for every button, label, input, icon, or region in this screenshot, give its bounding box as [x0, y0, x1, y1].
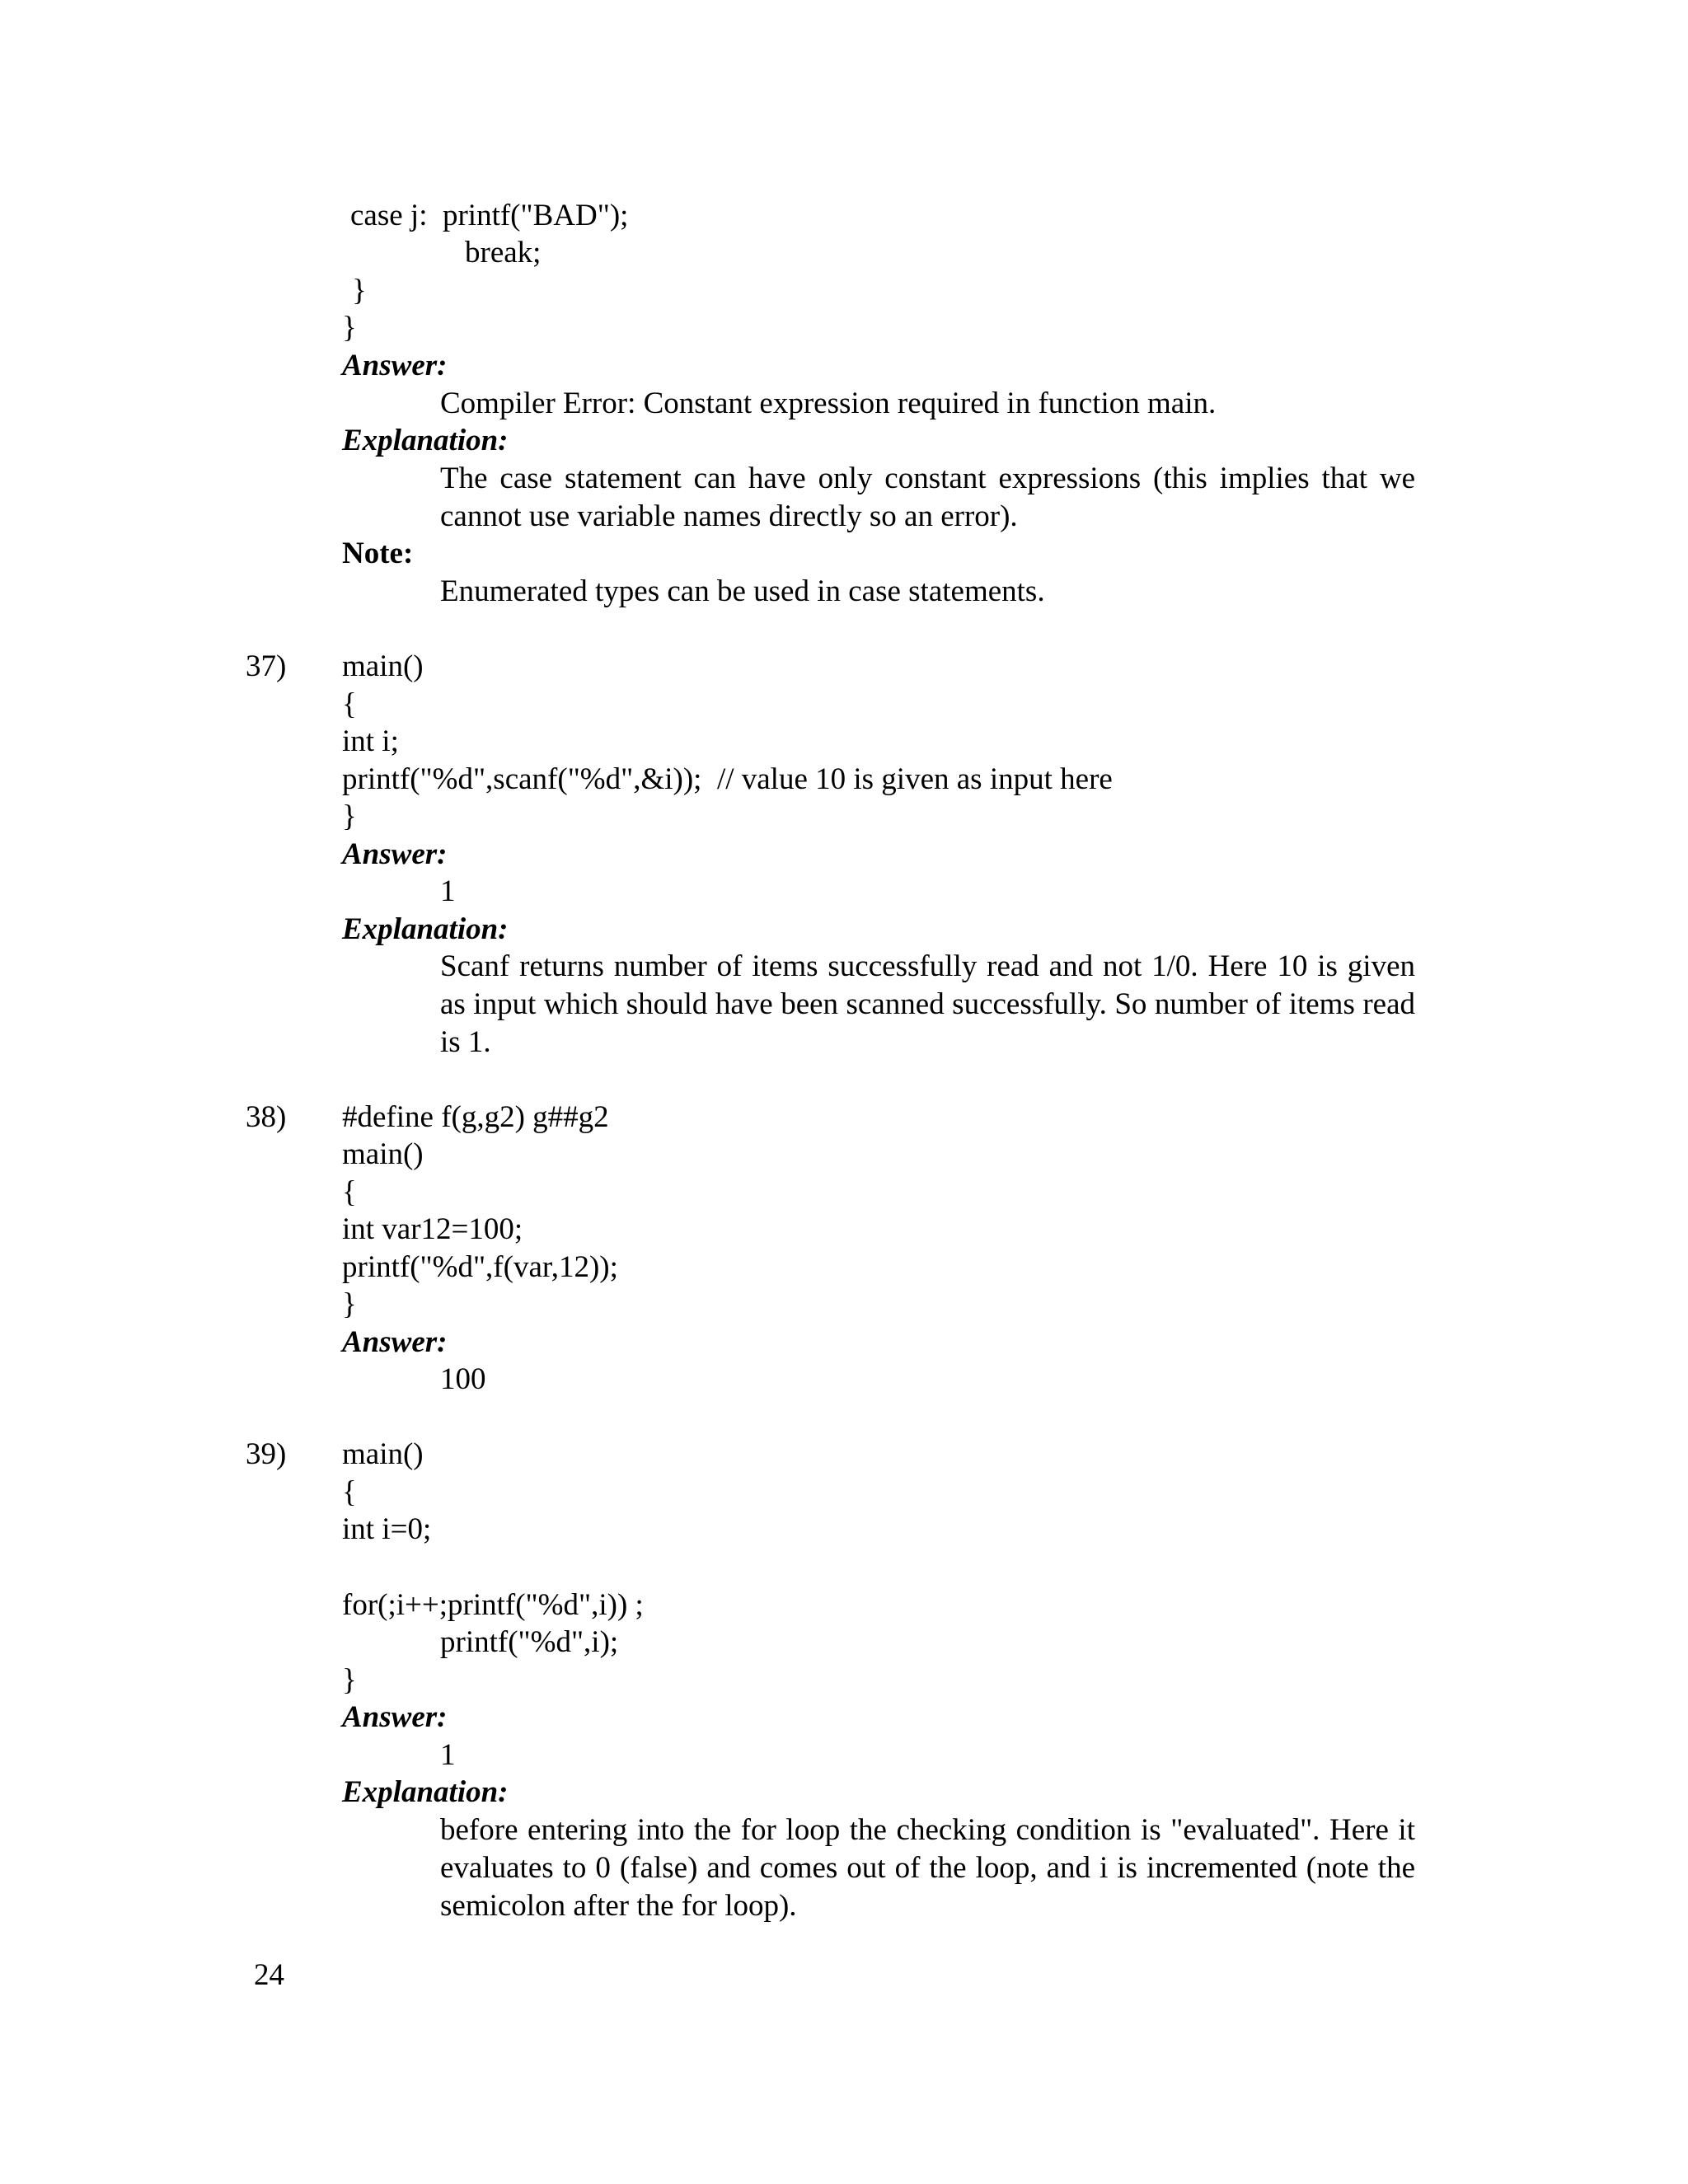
- code-line: break;: [465, 236, 542, 269]
- explanation-heading: Explanation:: [342, 1775, 509, 1809]
- question-number: 39): [246, 1437, 287, 1471]
- answer-text: Compiler Error: Constant expression required in function main.: [440, 387, 1217, 420]
- code-line: }: [342, 799, 357, 833]
- code-line: {: [342, 1175, 357, 1209]
- question-number: 37): [246, 649, 287, 683]
- page-number: 24: [254, 1958, 284, 1992]
- code-line: {: [342, 687, 357, 721]
- code-line: }: [352, 274, 367, 307]
- note-text: Enumerated types can be used in case statements.: [440, 574, 1045, 608]
- code-line: int var12=100;: [342, 1212, 523, 1246]
- explanation-heading: Explanation:: [342, 912, 509, 946]
- question-number: 38): [246, 1100, 287, 1134]
- answer-text: 1: [440, 1738, 456, 1772]
- code-line: {: [342, 1475, 357, 1509]
- answer-heading: Answer:: [342, 1700, 448, 1734]
- code-line: }: [342, 1663, 357, 1697]
- code-line: printf("%d",scanf("%d",&i)); // value 10 is given as input here: [342, 762, 1113, 796]
- code-line: }: [342, 311, 357, 344]
- answer-text: 100: [440, 1362, 486, 1396]
- code-line: int i=0;: [342, 1512, 432, 1546]
- answer-heading: Answer:: [342, 1325, 448, 1359]
- explanation-text: Scanf returns number of items successfully read and not 1/0. Here 10 is given as input which should have been scanned successfully. So number of items read is 1.: [440, 949, 1415, 1059]
- explanation-text: before entering into the for loop the checking condition is "evaluated". Here it evaluates to 0 (false) and comes out of the loop, and i is incremented (note the semicolon after the for loop).: [440, 1813, 1415, 1923]
- answer-heading: Answer:: [342, 837, 448, 871]
- answer-text: 1: [440, 874, 456, 908]
- code-line: main(): [342, 1137, 424, 1171]
- code-line: }: [342, 1287, 357, 1321]
- note-heading: Note:: [342, 537, 414, 570]
- code-line: printf("%d",i);: [440, 1625, 619, 1659]
- code-line: #define f(g,g2) g##g2: [342, 1100, 609, 1134]
- explanation-text: The case statement can have only constant expressions (this implies that we cannot use variable names directly so an error).: [440, 462, 1415, 533]
- code-line: int i;: [342, 724, 399, 758]
- code-line: main(): [342, 1437, 424, 1471]
- code-line: case j: printf("BAD");: [350, 199, 629, 232]
- code-line: main(): [342, 649, 424, 683]
- explanation-heading: Explanation:: [342, 424, 509, 457]
- answer-heading: Answer:: [342, 349, 448, 382]
- code-line: printf("%d",f(var,12));: [342, 1250, 618, 1284]
- code-line: for(;i++;printf("%d",i)) ;: [342, 1588, 644, 1622]
